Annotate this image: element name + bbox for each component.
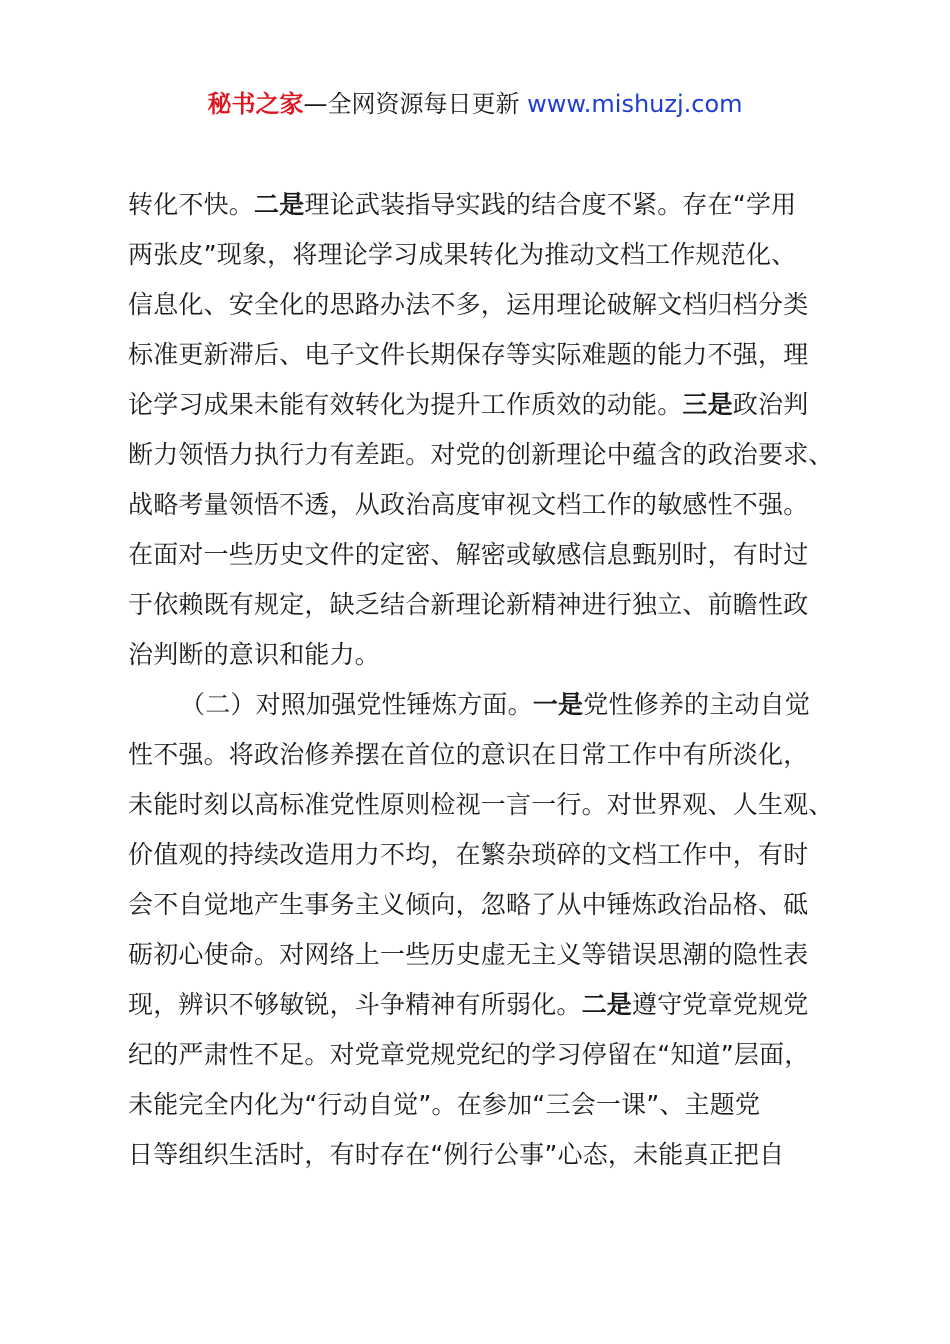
text-line: 未能完全内化为“行动自觉”。在参加“三会一课”、主题党 bbox=[128, 1090, 761, 1119]
text-line: 治判断的意识和能力。 bbox=[128, 640, 381, 669]
text-line: 砺初心使命。对网络上一些历史虚无主义等错误思潮的隐性表 bbox=[128, 940, 809, 969]
bold-marker: 三是 bbox=[682, 390, 733, 419]
text-line: 战略考量领悟不透，从政治高度审视文档工作的敏感性不强。 bbox=[128, 490, 809, 519]
section-heading: （二）对照加强党性锤炼方面。 bbox=[180, 690, 533, 719]
bold-marker: 二是 bbox=[254, 190, 305, 219]
site-header bbox=[0, 88, 950, 120]
header-tagline: —全网资源每日更新 bbox=[303, 90, 528, 118]
text-line: 于依赖既有规定，缺乏结合新理论新精神进行独立、前瞻性政 bbox=[128, 590, 809, 619]
text-line: 会不自觉地产生事务主义倾向，忽略了从中锤炼政治品格、砥 bbox=[128, 890, 809, 919]
text-line bbox=[128, 380, 858, 430]
text-line: 性不强。将政治修养摆在首位的意识在日常工作中有所淡化， bbox=[128, 740, 809, 769]
brand-name: 秘书之家 bbox=[207, 90, 304, 118]
bold-marker: 一是 bbox=[532, 690, 584, 719]
text-run: 现，辨识不够敏锐，斗争精神有所弱化。 bbox=[128, 990, 582, 1019]
document-body bbox=[128, 180, 858, 1180]
text-line: 断力领悟力执行力有差距。对党的创新理论中蕴含的政治要求、 bbox=[128, 440, 834, 469]
text-run: 党性修养的主动自觉 bbox=[583, 690, 811, 719]
text-run: 理论武装指导实践的结合度不紧。存在“学用 bbox=[304, 190, 797, 219]
text-run: 论学习成果未能有效转化为提升工作质效的动能。 bbox=[128, 390, 683, 419]
text-line bbox=[128, 180, 858, 230]
text-line: 两张皮”现象，将理论学习成果转化为推动文档工作规范化、 bbox=[128, 240, 797, 269]
bold-marker: 二是 bbox=[581, 990, 633, 1019]
text-line bbox=[128, 680, 858, 730]
site-url-link[interactable]: www.mishuzj.com bbox=[527, 90, 743, 118]
text-line: 标准更新滞后、电子文件长期保存等实际难题的能力不强，理 bbox=[128, 340, 809, 369]
text-line bbox=[128, 980, 858, 1030]
text-line: 信息化、安全化的思路办法不多，运用理论破解文档归档分类 bbox=[128, 290, 809, 319]
text-run: 转化不快。 bbox=[128, 190, 255, 219]
text-line: 未能时刻以高标准党性原则检视一言一行。对世界观、人生观、 bbox=[128, 790, 834, 819]
text-line: 在面对一些历史文件的定密、解密或敏感信息甄别时，有时过 bbox=[128, 540, 809, 569]
text-line: 价值观的持续改造用力不均，在繁杂琐碎的文档工作中，有时 bbox=[128, 840, 809, 869]
text-line: 日等组织生活时，有时存在“例行公事”心态，未能真正把自 bbox=[128, 1140, 785, 1169]
text-run: 遵守党章党规党 bbox=[632, 990, 809, 1019]
text-line: 纪的严肃性不足。对党章党规党纪的学习停留在“知道”层面， bbox=[128, 1040, 810, 1069]
text-run: 政治判 bbox=[732, 390, 809, 419]
